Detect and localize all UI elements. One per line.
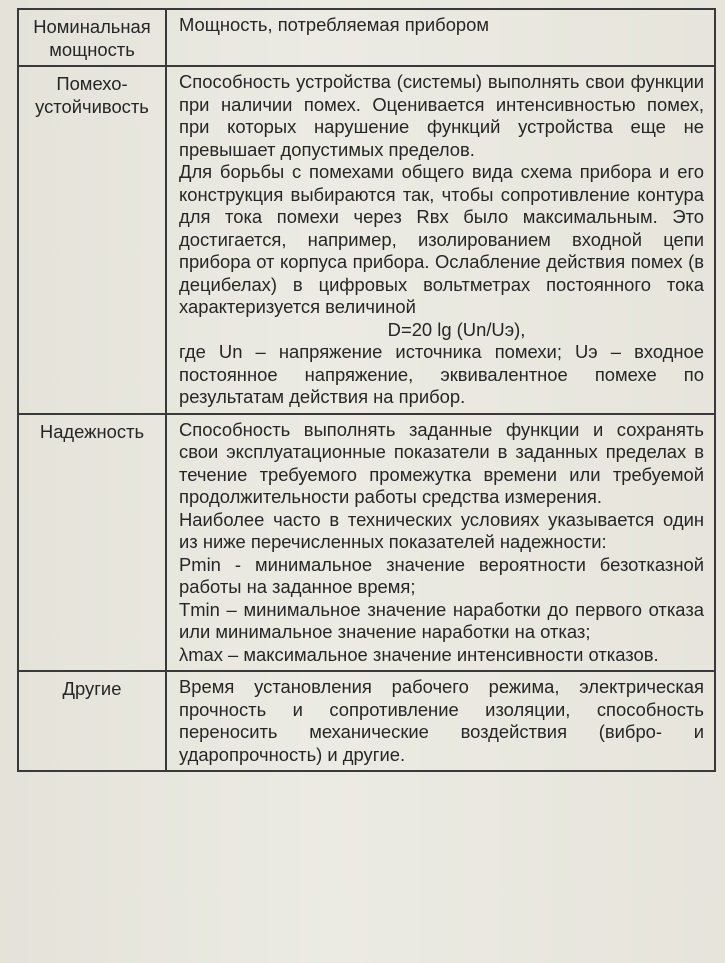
table-row: [18, 66, 715, 414]
definition-text: Наиболее часто в технических условиях указывается один из ниже перечисленных показателей надежности:: [179, 508, 704, 552]
definition-cell: [166, 9, 715, 66]
term-cell: Помехо-устойчивость: [18, 66, 166, 414]
definition-text: Tmin – минимальное значение наработки до первого отказа или минимальное значение наработки на отказ;: [179, 598, 704, 642]
term-cell: Надежность: [18, 414, 166, 672]
definition-text: Для борьбы с помехами общего вида схема прибора и его конструкция выбираются так, чтобы сопротивление контура для тока помехи через Rвх было максимальным. Это достигается, например, изолированием входной цепи прибора от корпуса прибора. Ослабление действия помех (в децибелах) в цифровых вольтметрах постоянного тока характеризуется величиной: [179, 161, 704, 317]
definition-cell: [166, 671, 715, 771]
definition-text: Способность устройства (системы) выполнять свои функции при наличии помех. Оценивается интенсивностью помех, при которых нарушение функций устройства еще не превышает допустимых пределов.: [179, 71, 704, 160]
definition-text: Способность выполнять заданные функции и сохранять свои эксплуатационные показатели в заданных пределах в течение требуемого промежутка времени или требуемой продолжительности работы средства измерения.: [179, 418, 704, 507]
table-row: [18, 414, 715, 672]
definition-text: Время установления рабочего режима, электрическая прочность и сопротивление изоляции, способность переносить механические воздействия (вибро- и ударопрочность) и другие.: [179, 676, 704, 765]
table-row: [18, 9, 715, 66]
definition-text: λmax – максимальное значение интенсивности отказов.: [179, 643, 659, 665]
table-row: [18, 671, 715, 771]
formula: D=20 lg (Un/Uэ),: [387, 318, 526, 340]
definition-text: Мощность, потребляемая прибором: [179, 14, 490, 35]
term-cell: Другие: [18, 671, 166, 771]
definition-text: где Un – напряжение источника помехи; Uэ – входное постоянное напряжение, эквивалентное помехе по результатам действия на прибор.: [179, 341, 704, 407]
definition-text: Pmin - минимальное значение вероятности безотказной работы на заданное время;: [179, 553, 704, 597]
characteristics-table: [17, 8, 716, 772]
definition-cell: [166, 414, 715, 672]
definition-cell: [166, 66, 715, 414]
term-cell: Номинальная мощность: [18, 9, 166, 66]
